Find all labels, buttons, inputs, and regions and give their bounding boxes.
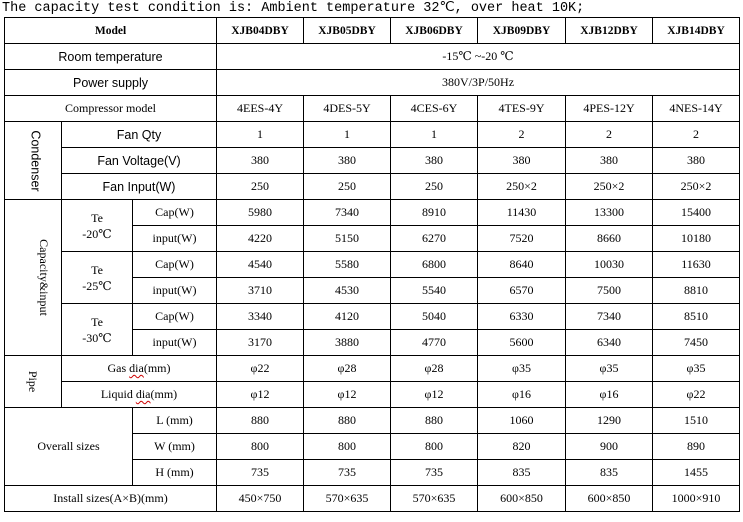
overall-cell: 1290	[566, 408, 653, 434]
overall-group-label: Overall sizes	[5, 408, 133, 486]
input-label: input(W)	[133, 226, 217, 252]
overall-cell: 1510	[653, 408, 740, 434]
capacity-cell: 7340	[304, 200, 391, 226]
input-cell: 5600	[478, 330, 566, 356]
input-label: input(W)	[133, 330, 217, 356]
input-cell: 4220	[217, 226, 304, 252]
input-cell: 6270	[391, 226, 478, 252]
input-cell: 7450	[653, 330, 740, 356]
input-cell: 7500	[566, 278, 653, 304]
capacity-cell: 13300	[566, 200, 653, 226]
condenser-row	[5, 122, 740, 148]
install-cell: 600×850	[566, 486, 653, 512]
cap-label: Cap(W)	[133, 304, 217, 330]
pipe-cell: φ22	[653, 382, 740, 408]
input-cell: 4770	[391, 330, 478, 356]
overall-row-label: H (mm)	[133, 460, 217, 486]
condenser-cell: 2	[653, 122, 740, 148]
model-name: XJB09DBY	[478, 18, 566, 44]
overall-cell: 880	[217, 408, 304, 434]
condenser-row	[5, 148, 740, 174]
overall-cell: 900	[566, 434, 653, 460]
te-temperature: -20℃	[82, 226, 112, 241]
capacity-group-label	[5, 200, 62, 356]
pipe-cell: φ28	[304, 356, 391, 382]
compressor-cell: 4EES-4Y	[217, 96, 304, 122]
cap-label: Cap(W)	[133, 252, 217, 278]
condenser-cell: 250	[217, 174, 304, 200]
overall-cell: 880	[304, 408, 391, 434]
capacity-cell: 5580	[304, 252, 391, 278]
room-temperature-label: Room temperature	[5, 44, 217, 70]
overall-cell: 800	[217, 434, 304, 460]
condenser-cell: 250×2	[653, 174, 740, 200]
condenser-row-label: Fan Input(W)	[62, 174, 217, 200]
overall-cell: 835	[478, 460, 566, 486]
overall-cell: 890	[653, 434, 740, 460]
condenser-cell: 250×2	[478, 174, 566, 200]
condenser-row	[5, 174, 740, 200]
input-cell: 10180	[653, 226, 740, 252]
pipe-cell: φ35	[653, 356, 740, 382]
input-cell: 6340	[566, 330, 653, 356]
capacity-cell: 5980	[217, 200, 304, 226]
pipe-label-pre: Gas	[107, 361, 130, 375]
header-row	[5, 18, 740, 44]
pipe-label-post: (mm)	[143, 361, 171, 375]
overall-cell: 800	[391, 434, 478, 460]
condenser-cell: 250×2	[566, 174, 653, 200]
overall-row-label: W (mm)	[133, 434, 217, 460]
overall-cell: 880	[391, 408, 478, 434]
condenser-cell: 250	[304, 174, 391, 200]
condenser-row-label: Fan Qty	[62, 122, 217, 148]
pipe-cell: φ12	[217, 382, 304, 408]
capacity-cell: 15400	[653, 200, 740, 226]
condenser-cell: 2	[566, 122, 653, 148]
install-cell: 570×635	[391, 486, 478, 512]
te-label: Te	[91, 210, 103, 225]
pipe-cell: φ16	[566, 382, 653, 408]
capacity-cell: 4540	[217, 252, 304, 278]
capacity-cell: 5040	[391, 304, 478, 330]
capacity-cell: 3340	[217, 304, 304, 330]
te-temperature: -30℃	[82, 330, 112, 345]
pipe-cell: φ12	[391, 382, 478, 408]
condenser-group-label	[5, 122, 62, 200]
capacity-cell: 6800	[391, 252, 478, 278]
capacity-cell: 8910	[391, 200, 478, 226]
install-label: Install sizes(A×B)(mm)	[5, 486, 217, 512]
overall-cell: 735	[217, 460, 304, 486]
room-temperature-value: -15℃ ~-20 ℃	[217, 44, 740, 70]
te-cell	[62, 252, 133, 304]
capacity-cell: 8510	[653, 304, 740, 330]
capacity-cell: 8640	[478, 252, 566, 278]
condenser-cell: 380	[653, 148, 740, 174]
install-cell: 570×635	[304, 486, 391, 512]
compressor-cell: 4CES-6Y	[391, 96, 478, 122]
install-row	[5, 486, 740, 512]
input-cell: 5540	[391, 278, 478, 304]
install-cell: 1000×910	[653, 486, 740, 512]
capacity-row	[5, 200, 740, 226]
condenser-cell: 380	[304, 148, 391, 174]
overall-cell: 1455	[653, 460, 740, 486]
capacity-cell: 11430	[478, 200, 566, 226]
power-supply-row	[5, 70, 740, 96]
install-cell: 600×850	[478, 486, 566, 512]
overall-cell: 1060	[478, 408, 566, 434]
pipe-cell: φ35	[566, 356, 653, 382]
pipe-group-label	[5, 356, 62, 408]
condenser-cell: 380	[566, 148, 653, 174]
pipe-label-post: (mm)	[150, 387, 178, 401]
condenser-group-text: Condenser	[28, 129, 43, 192]
capacity-row	[5, 252, 740, 278]
input-cell: 7520	[478, 226, 566, 252]
input-cell: 3170	[217, 330, 304, 356]
compressor-cell: 4DES-5Y	[304, 96, 391, 122]
input-cell: 3710	[217, 278, 304, 304]
pipe-cell: φ16	[478, 382, 566, 408]
overall-cell: 735	[391, 460, 478, 486]
condenser-cell: 1	[391, 122, 478, 148]
condenser-cell: 2	[478, 122, 566, 148]
power-supply-value: 380V/3P/50Hz	[217, 70, 740, 96]
input-cell: 6570	[478, 278, 566, 304]
capacity-cell: 6330	[478, 304, 566, 330]
overall-cell: 800	[304, 434, 391, 460]
capacity-cell: 10030	[566, 252, 653, 278]
pipe-row	[5, 382, 740, 408]
pipe-label-mark: dia	[129, 361, 144, 375]
capacity-row	[5, 304, 740, 330]
overall-row	[5, 408, 740, 434]
condenser-cell: 1	[217, 122, 304, 148]
pipe-row	[5, 356, 740, 382]
power-supply-label: Power supply	[5, 70, 217, 96]
input-cell: 8810	[653, 278, 740, 304]
condenser-cell: 380	[217, 148, 304, 174]
overall-cell: 820	[478, 434, 566, 460]
input-cell: 5150	[304, 226, 391, 252]
te-cell	[62, 304, 133, 356]
condenser-cell: 380	[391, 148, 478, 174]
model-name: XJB12DBY	[566, 18, 653, 44]
compressor-cell: 4NES-14Y	[653, 96, 740, 122]
overall-cell: 735	[304, 460, 391, 486]
pipe-cell: φ12	[304, 382, 391, 408]
spec-table	[4, 17, 740, 512]
condenser-cell: 1	[304, 122, 391, 148]
pipe-row-label	[62, 356, 217, 382]
capacity-cell: 4120	[304, 304, 391, 330]
input-cell: 3880	[304, 330, 391, 356]
room-temperature-row	[5, 44, 740, 70]
condenser-row-label: Fan Voltage(V)	[62, 148, 217, 174]
overall-cell: 835	[566, 460, 653, 486]
cap-label: Cap(W)	[133, 200, 217, 226]
input-label: input(W)	[133, 278, 217, 304]
te-temperature: -25℃	[82, 278, 112, 293]
compressor-row	[5, 96, 740, 122]
pipe-cell: φ28	[391, 356, 478, 382]
pipe-group-text: Pipe	[26, 370, 41, 393]
model-header: Model	[5, 18, 217, 44]
compressor-cell: 4TES-9Y	[478, 96, 566, 122]
capacity-group-text: Capacity&input	[36, 239, 51, 316]
model-name: XJB05DBY	[304, 18, 391, 44]
test-condition-caption: The capacity test condition is: Ambient temperature 32℃, over heat 10K;	[2, 1, 585, 16]
capacity-cell: 11630	[653, 252, 740, 278]
model-name: XJB04DBY	[217, 18, 304, 44]
condenser-cell: 380	[478, 148, 566, 174]
overall-row-label: L (mm)	[133, 408, 217, 434]
te-cell	[62, 200, 133, 252]
pipe-cell: φ22	[217, 356, 304, 382]
pipe-cell: φ35	[478, 356, 566, 382]
te-label: Te	[91, 314, 103, 329]
compressor-cell: 4PES-12Y	[566, 96, 653, 122]
model-name: XJB14DBY	[653, 18, 740, 44]
input-cell: 4530	[304, 278, 391, 304]
model-name: XJB06DBY	[391, 18, 478, 44]
condenser-cell: 250	[391, 174, 478, 200]
capacity-cell: 7340	[566, 304, 653, 330]
pipe-row-label	[62, 382, 217, 408]
pipe-label-mark: dia	[135, 387, 151, 401]
install-cell: 450×750	[217, 486, 304, 512]
te-label: Te	[91, 262, 103, 277]
pipe-label-pre: Liquid	[100, 387, 136, 401]
compressor-label: Compressor model	[5, 96, 217, 122]
input-cell: 8660	[566, 226, 653, 252]
